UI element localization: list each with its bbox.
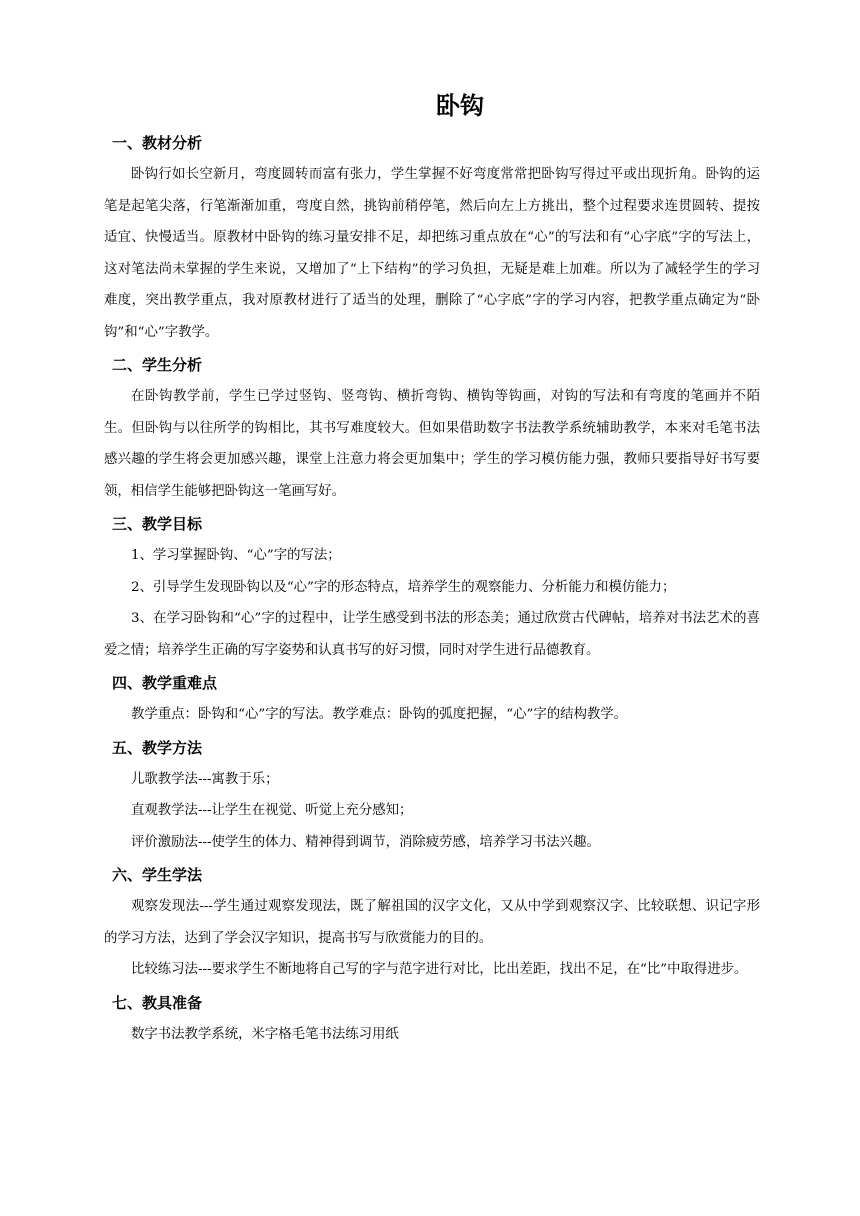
section-teaching-aids	[104, 988, 760, 1051]
document-title: 卧钩	[436, 92, 484, 120]
objective-item: 1、学习掌握卧钩、“心”字的写法；	[131, 548, 341, 563]
section-paragraph: 卧钩行如长空新月，弯度圆转而富有张力，学生掌握不好弯度常常把卧钩写得过平或出现折角。卧钩的运笔是起笔尖落，行笔渐渐加重，弯度自然，挑钩前稍停笔，然后向左上方挑出，整个过程要求连贯圆转、提按适宜、快慢适当。原教材中卧钩的练习量安排不足，却把练习重点放在“心”的写法和有“心字底”字的写法上，这对笔法尚未掌握的学生来说，又增加了“上下结构”的学习负担，无疑是难上加难。所以为了减轻学生的学习难度，突出教学重点，我对原教材进行了适当的处理，删除了“心字底”字的学习内容，把教学重点确定为“卧钩”和“心”字教学。	[104, 167, 760, 340]
section-student-analysis	[104, 350, 760, 507]
section-heading: 四、教学重难点	[112, 674, 218, 692]
section-paragraph: 教学重点：卧钩和“心”字的写法。教学难点：卧钩的弧度把握，“心”字的结构教学。	[131, 707, 628, 722]
learning-method-item: 比较练习法---要求学生不断地将自己写的字与范字进行对比，比出差距，找出不足，在“比”中取得进步。	[131, 962, 748, 977]
section-learning-methods	[104, 860, 760, 986]
method-item: 评价激励法---使学生的体力、精神得到调节，消除疲劳感，培养学习书法兴趣。	[131, 834, 600, 850]
section-heading: 一、教材分析	[112, 134, 203, 152]
section-heading: 六、学生学法	[112, 866, 203, 884]
section-paragraph: 在卧钩教学前，学生已学过竖钩、竖弯钩、横折弯钩、横钩等钩画，对钩的写法和有弯度的笔画并不陌生。但卧钩与以往所学的钩相比，其书写难度较大。但如果借助数字书法教学系统辅助教学，本来对毛笔书法感兴趣的学生将会更加感兴趣，课堂上注意力将会更加集中；学生的学习模仿能力强，教师只要指导好书写要领，相信学生能够把卧钩这一笔画写好。	[104, 389, 760, 499]
method-item: 儿歌教学法---寓教于乐；	[131, 771, 279, 787]
section-heading: 三、教学目标	[112, 515, 203, 533]
section-paragraph: 数字书法教学系统，米字格毛笔书法练习用纸	[131, 1026, 399, 1042]
learning-method-item: 观察发现法---学生通过观察发现法，既了解祖国的汉字文化，又从中学到观察汉字、比较联想、识记字形的学习方法，达到了学会汉字知识，提高书写与欣赏能力的目的。	[104, 899, 760, 946]
section-key-difficulties	[104, 668, 760, 731]
section-heading: 七、教具准备	[112, 993, 203, 1012]
section-teaching-methods	[104, 733, 760, 859]
objective-item: 2、引导学生发现卧钩以及“心”字的形态特点，培养学生的观察能力、分析能力和模仿能力；	[131, 579, 676, 595]
document-body	[104, 128, 760, 1050]
method-item: 直观教学法---让学生在视觉、听觉上充分感知；	[131, 803, 413, 818]
section-heading: 五、教学方法	[112, 738, 203, 757]
section-textbook-analysis	[104, 128, 760, 348]
objective-item: 3、在学习卧钩和“心”字的过程中，让学生感受到书法的形态美；通过欣赏古代碑帖，培养对书法艺术的喜爱之情；培养学生正确的写字姿势和认真书写的好习惯，同时对学生进行品德教育。	[104, 611, 760, 658]
section-heading: 二、学生分析	[112, 356, 203, 374]
section-teaching-objectives	[104, 509, 760, 666]
